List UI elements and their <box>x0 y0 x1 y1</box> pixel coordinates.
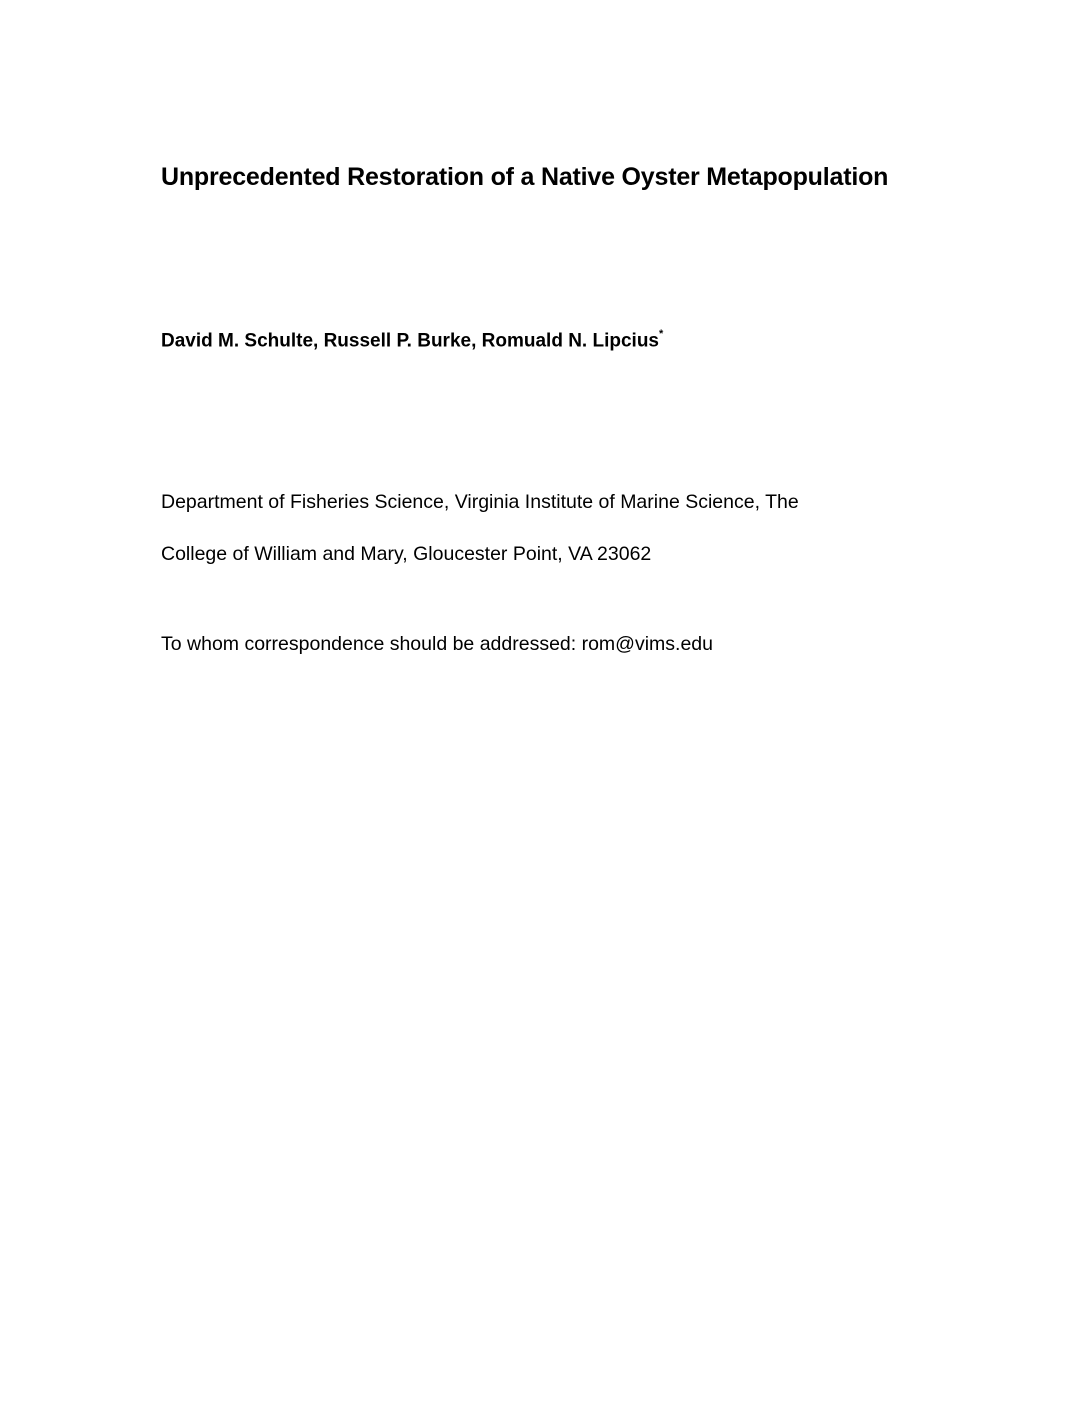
correspondence-note: To whom correspondence should be addressed: rom@vims.edu <box>161 633 713 655</box>
affiliation-line: Department of Fisheries Science, Virginia Institute of Marine Science, The <box>161 491 799 513</box>
corresponding-author-marker: * <box>659 328 664 340</box>
author-list <box>161 322 663 355</box>
affiliation <box>161 476 901 580</box>
paper-title: Unprecedented Restoration of a Native Oyster Metapopulation <box>161 163 889 191</box>
affiliation-line: College of William and Mary, Gloucester Point, VA 23062 <box>161 543 652 565</box>
author-names: David M. Schulte, Russell P. Burke, Romuald N. Lipcius <box>161 330 659 352</box>
